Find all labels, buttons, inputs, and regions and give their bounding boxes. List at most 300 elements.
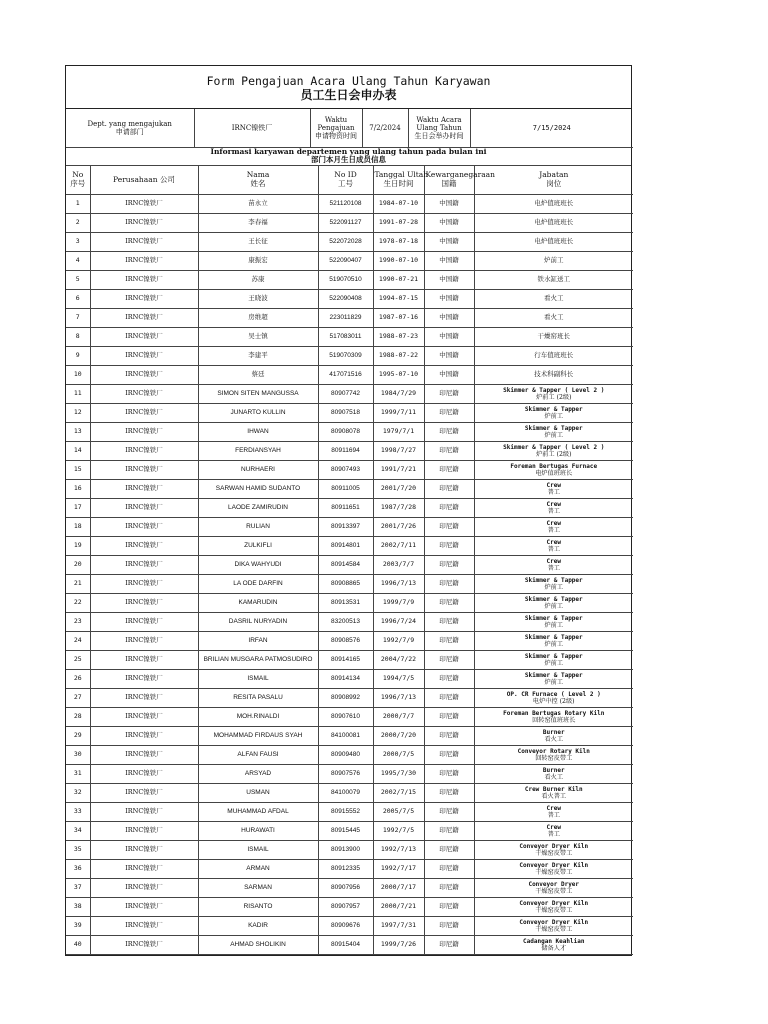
- cell-company: IRNC镍铁厂: [90, 593, 198, 612]
- position-cn: 看火工: [544, 773, 564, 781]
- position-en: Crew: [546, 481, 561, 489]
- cell-nationality: 中国籍: [424, 213, 474, 232]
- employee-table: [66, 166, 633, 955]
- cell-no: 11: [66, 384, 90, 403]
- cell-name: SIMON SITEN MANGUSSA: [198, 384, 318, 403]
- position-cn: 普工: [547, 507, 560, 515]
- cell-birthday: 2000/7/20: [373, 726, 424, 745]
- cell-name: KADIR: [198, 916, 318, 935]
- cell-nationality: 中国籍: [424, 251, 474, 270]
- cell-birthday: 2000/7/17: [373, 878, 424, 897]
- cell-nationality: 印尼籍: [424, 688, 474, 707]
- cell-id: 80911694: [318, 441, 373, 460]
- table-row: [66, 878, 633, 897]
- cell-nationality: 中国籍: [424, 346, 474, 365]
- cell-company: IRNC镍铁厂: [90, 897, 198, 916]
- cell-company: IRNC镍铁厂: [90, 403, 198, 422]
- cell-name: AHMAD SHOLIKIN: [198, 935, 318, 954]
- position-en: Crew: [546, 519, 561, 527]
- cell-no: 35: [66, 840, 90, 859]
- position-cn: 干燥窑皮带工: [535, 925, 573, 933]
- cell-position: [474, 555, 633, 574]
- cell-birthday: 1991/7/21: [373, 460, 424, 479]
- cell-company: IRNC镍铁厂: [90, 213, 198, 232]
- cell-company: IRNC镍铁厂: [90, 555, 198, 574]
- cell-name: 苏康: [198, 270, 318, 289]
- cell-birthday: 1991-07-28: [373, 213, 424, 232]
- position-cn: 回转窑皮带工: [535, 754, 573, 762]
- position-en: Conveyor Dryer Kiln: [519, 918, 589, 926]
- cell-id: 519070309: [318, 346, 373, 365]
- cell-nationality: 印尼籍: [424, 631, 474, 650]
- position-en: Skimmer & Tapper: [524, 652, 583, 660]
- cell-position: [474, 422, 633, 441]
- cell-nationality: 印尼籍: [424, 840, 474, 859]
- table-row: [66, 612, 633, 631]
- cell-position: [474, 365, 633, 384]
- cell-id: 80913531: [318, 593, 373, 612]
- cell-company: IRNC镍铁厂: [90, 289, 198, 308]
- cell-birthday: 1996/7/24: [373, 612, 424, 631]
- cell-name: HURAWATI: [198, 821, 318, 840]
- table-row: [66, 935, 633, 954]
- cell-birthday: 1995/7/30: [373, 764, 424, 783]
- cell-name: IRFAN: [198, 631, 318, 650]
- cell-position: [474, 840, 633, 859]
- cell-position: [474, 441, 633, 460]
- cell-no: 31: [66, 764, 90, 783]
- cell-no: 9: [66, 346, 90, 365]
- position-cn: 炉前工 (2级): [536, 450, 572, 458]
- cell-no: 10: [66, 365, 90, 384]
- cell-position: [474, 935, 633, 954]
- position-cn: 炉前工: [544, 678, 564, 686]
- cell-birthday: 1992/7/5: [373, 821, 424, 840]
- info-banner-table: [66, 148, 631, 167]
- cell-id: 80912335: [318, 859, 373, 878]
- cell-position: [474, 650, 633, 669]
- cell-birthday: 1996/7/13: [373, 574, 424, 593]
- cell-nationality: 印尼籍: [424, 764, 474, 783]
- cell-name: MUHAMMAD AFDAL: [198, 802, 318, 821]
- cell-position: [474, 726, 633, 745]
- cell-id: 223011829: [318, 308, 373, 327]
- col-position: Jabatan 岗位: [474, 166, 633, 194]
- cell-name: 康振宏: [198, 251, 318, 270]
- cell-id: 522090408: [318, 289, 373, 308]
- cell-id: 80907493: [318, 460, 373, 479]
- cell-id: 80913397: [318, 517, 373, 536]
- cell-name: SARWAN HAMID SUDANTO: [198, 479, 318, 498]
- table-row: [66, 441, 633, 460]
- position-cn: 电炉值班班长: [534, 218, 574, 226]
- cell-name: LAODE ZAMIRUDIN: [198, 498, 318, 517]
- cell-no: 29: [66, 726, 90, 745]
- column-header-row: [66, 166, 633, 194]
- cell-id: 80907518: [318, 403, 373, 422]
- table-row: [66, 916, 633, 935]
- position-en: Foreman Bertugas Furnace: [510, 462, 598, 470]
- table-row: [66, 517, 633, 536]
- position-en: Crew: [546, 823, 561, 831]
- table-row: [66, 783, 633, 802]
- cell-no: 25: [66, 650, 90, 669]
- info-banner: Informasi karyawan departemen yang ulang tahun pada bulan ini 部门本月生日成员信息: [66, 148, 631, 166]
- cell-nationality: 印尼籍: [424, 536, 474, 555]
- cell-nationality: 印尼籍: [424, 726, 474, 745]
- position-en: Skimmer & Tapper: [524, 405, 583, 413]
- position-cn: 普工: [547, 488, 560, 496]
- table-row: [66, 270, 633, 289]
- cell-id: 522090407: [318, 251, 373, 270]
- col-birthday: Tanggal Ultah 生日时间: [373, 166, 424, 194]
- position-cn: 普工: [547, 526, 560, 534]
- cell-birthday: 1990-07-21: [373, 270, 424, 289]
- cell-name: RESITA PASALU: [198, 688, 318, 707]
- position-cn: 炉前工: [544, 412, 564, 420]
- cell-nationality: 印尼籍: [424, 859, 474, 878]
- position-cn: 普工: [547, 545, 560, 553]
- cell-company: IRNC镍铁厂: [90, 650, 198, 669]
- cell-no: 2: [66, 213, 90, 232]
- cell-id: 80915552: [318, 802, 373, 821]
- cell-name: 王晓波: [198, 289, 318, 308]
- position-cn: 炉前工 (2级): [536, 393, 572, 401]
- cell-position: [474, 460, 633, 479]
- cell-nationality: 印尼籍: [424, 745, 474, 764]
- cell-company: IRNC镍铁厂: [90, 916, 198, 935]
- cell-no: 40: [66, 935, 90, 954]
- cell-id: 80914584: [318, 555, 373, 574]
- table-row: [66, 574, 633, 593]
- cell-nationality: 中国籍: [424, 308, 474, 327]
- cell-birthday: 1996/7/13: [373, 688, 424, 707]
- cell-name: 房维超: [198, 308, 318, 327]
- cell-birthday: 1984/7/29: [373, 384, 424, 403]
- cell-no: 28: [66, 707, 90, 726]
- cell-birthday: 2000/7/21: [373, 897, 424, 916]
- cell-birthday: 1999/7/11: [373, 403, 424, 422]
- position-cn: 干燥窑皮带工: [535, 906, 573, 914]
- cell-position: [474, 479, 633, 498]
- position-cn: 干燥窑皮带工: [535, 868, 573, 876]
- cell-nationality: 印尼籍: [424, 783, 474, 802]
- table-row: [66, 897, 633, 916]
- cell-nationality: 中国籍: [424, 270, 474, 289]
- cell-position: [474, 346, 633, 365]
- cell-position: [474, 213, 633, 232]
- position-cn: 看火工: [544, 313, 564, 321]
- cell-id: 80914165: [318, 650, 373, 669]
- cell-nationality: 印尼籍: [424, 555, 474, 574]
- cell-birthday: 1988-07-23: [373, 327, 424, 346]
- table-row: [66, 308, 633, 327]
- cell-company: IRNC镍铁厂: [90, 232, 198, 251]
- cell-company: IRNC镍铁厂: [90, 764, 198, 783]
- position-en: Conveyor Dryer Kiln: [519, 899, 589, 907]
- position-en: Skimmer & Tapper: [524, 576, 583, 584]
- cell-nationality: 印尼籍: [424, 897, 474, 916]
- form-title: [66, 66, 631, 109]
- cell-birthday: 1990-07-10: [373, 251, 424, 270]
- table-row: [66, 213, 633, 232]
- cell-nationality: 印尼籍: [424, 802, 474, 821]
- position-en: Skimmer & Tapper ( Level 2 ): [503, 443, 605, 451]
- position-en: Burner: [542, 728, 565, 736]
- cell-nationality: 印尼籍: [424, 707, 474, 726]
- position-en: Foreman Bertugas Rotary Kiln: [503, 709, 605, 717]
- cell-no: 22: [66, 593, 90, 612]
- cell-id: 517083011: [318, 327, 373, 346]
- cell-birthday: 2000/7/7: [373, 707, 424, 726]
- position-en: Conveyor Dryer: [528, 880, 580, 888]
- position-cn: 干燥窑皮带工: [535, 887, 573, 895]
- cell-name: RISANTO: [198, 897, 318, 916]
- position-en: Crew: [546, 500, 561, 508]
- position-cn: 炉前工: [544, 583, 564, 591]
- cell-name: ARSYAD: [198, 764, 318, 783]
- position-en: Crew: [546, 538, 561, 546]
- submit-time-label: Waktu Pengajuan 申请物资时间: [310, 109, 362, 147]
- cell-no: 1: [66, 194, 90, 213]
- cell-name: RULIAN: [198, 517, 318, 536]
- position-cn: 炉前工: [544, 602, 564, 610]
- position-en: Skimmer & Tapper: [524, 424, 583, 432]
- cell-birthday: 1994-07-15: [373, 289, 424, 308]
- cell-position: [474, 897, 633, 916]
- cell-no: 34: [66, 821, 90, 840]
- cell-no: 21: [66, 574, 90, 593]
- position-cn: 行车值班班长: [534, 351, 574, 359]
- cell-company: IRNC镍铁厂: [90, 346, 198, 365]
- cell-company: IRNC镍铁厂: [90, 707, 198, 726]
- table-row: [66, 821, 633, 840]
- cell-id: 80907956: [318, 878, 373, 897]
- table-row: [66, 726, 633, 745]
- cell-birthday: 1992/7/13: [373, 840, 424, 859]
- col-id: No ID 工号: [318, 166, 373, 194]
- cell-position: [474, 764, 633, 783]
- cell-birthday: 1999/7/26: [373, 935, 424, 954]
- cell-position: [474, 536, 633, 555]
- cell-position: [474, 403, 633, 422]
- cell-id: 80911651: [318, 498, 373, 517]
- cell-nationality: 印尼籍: [424, 916, 474, 935]
- col-no: No 序号: [66, 166, 90, 194]
- cell-nationality: 印尼籍: [424, 498, 474, 517]
- cell-name: ISMAIL: [198, 840, 318, 859]
- cell-birthday: 2000/7/5: [373, 745, 424, 764]
- cell-no: 18: [66, 517, 90, 536]
- cell-nationality: 中国籍: [424, 194, 474, 213]
- cell-nationality: 印尼籍: [424, 878, 474, 897]
- cell-birthday: 1984-07-10: [373, 194, 424, 213]
- table-row: [66, 555, 633, 574]
- cell-birthday: 2003/7/7: [373, 555, 424, 574]
- table-row: [66, 536, 633, 555]
- cell-no: 6: [66, 289, 90, 308]
- position-cn: 回转窑值班班长: [532, 716, 576, 724]
- position-cn: 普工: [547, 564, 560, 572]
- position-en: Conveyor Dryer Kiln: [519, 842, 589, 850]
- table-row: [66, 479, 633, 498]
- cell-no: 33: [66, 802, 90, 821]
- cell-birthday: 1994/7/5: [373, 669, 424, 688]
- position-en: Skimmer & Tapper: [524, 614, 583, 622]
- cell-no: 20: [66, 555, 90, 574]
- cell-id: 519070510: [318, 270, 373, 289]
- cell-no: 19: [66, 536, 90, 555]
- cell-id: 80908576: [318, 631, 373, 650]
- cell-birthday: 2002/7/11: [373, 536, 424, 555]
- cell-no: 38: [66, 897, 90, 916]
- birthday-form-sheet: [65, 65, 632, 956]
- cell-name: DASRIL NURYADIN: [198, 612, 318, 631]
- cell-id: 417071516: [318, 365, 373, 384]
- table-row: [66, 669, 633, 688]
- event-time-label: Waktu Acara Ulang Tahun 生日会举办时间: [408, 109, 470, 147]
- position-en: Skimmer & Tapper: [524, 595, 583, 603]
- position-cn: 普工: [547, 811, 560, 819]
- cell-id: 80908078: [318, 422, 373, 441]
- cell-birthday: 2001/7/26: [373, 517, 424, 536]
- cell-company: IRNC镍铁厂: [90, 574, 198, 593]
- cell-company: IRNC镍铁厂: [90, 517, 198, 536]
- cell-id: 80907742: [318, 384, 373, 403]
- position-cn: 看火工: [544, 294, 564, 302]
- cell-no: 8: [66, 327, 90, 346]
- cell-birthday: 1987-07-16: [373, 308, 424, 327]
- position-en: Crew: [546, 804, 561, 812]
- position-cn: 看火工: [544, 735, 564, 743]
- cell-name: JUNARTO KULLIN: [198, 403, 318, 422]
- cell-id: 80914801: [318, 536, 373, 555]
- event-time-value: 7/15/2024: [470, 109, 633, 147]
- cell-position: [474, 745, 633, 764]
- cell-nationality: 中国籍: [424, 327, 474, 346]
- cell-position: [474, 289, 633, 308]
- position-en: Crew: [546, 557, 561, 565]
- cell-position: [474, 498, 633, 517]
- cell-name: ISMAIL: [198, 669, 318, 688]
- cell-position: [474, 612, 633, 631]
- cell-name: MOH.RINALDI: [198, 707, 318, 726]
- col-name: Nama 姓名: [198, 166, 318, 194]
- table-row: [66, 859, 633, 878]
- cell-name: SARMAN: [198, 878, 318, 897]
- cell-birthday: 1995-07-10: [373, 365, 424, 384]
- position-cn: 储备人才: [541, 944, 567, 952]
- cell-company: IRNC镍铁厂: [90, 308, 198, 327]
- cell-position: [474, 783, 633, 802]
- table-row: [66, 802, 633, 821]
- cell-no: 23: [66, 612, 90, 631]
- cell-name: NURHAERI: [198, 460, 318, 479]
- col-company: Perusahaan 公司: [90, 166, 198, 194]
- cell-company: IRNC镍铁厂: [90, 631, 198, 650]
- table-row: [66, 346, 633, 365]
- cell-company: IRNC镍铁厂: [90, 365, 198, 384]
- cell-company: IRNC镍铁厂: [90, 745, 198, 764]
- cell-company: IRNC镍铁厂: [90, 726, 198, 745]
- cell-birthday: 2005/7/5: [373, 802, 424, 821]
- table-row: [66, 232, 633, 251]
- cell-position: [474, 232, 633, 251]
- table-row: [66, 460, 633, 479]
- cell-position: [474, 916, 633, 935]
- position-cn: 炉前工: [544, 640, 564, 648]
- cell-name: KAMARUDIN: [198, 593, 318, 612]
- cell-name: 苗永立: [198, 194, 318, 213]
- cell-birthday: 1988-07-22: [373, 346, 424, 365]
- cell-company: IRNC镍铁厂: [90, 270, 198, 289]
- cell-company: IRNC镍铁厂: [90, 460, 198, 479]
- position-en: Crew Burner Kiln: [524, 785, 583, 793]
- table-row: [66, 365, 633, 384]
- table-row: [66, 840, 633, 859]
- position-cn: 炉前工: [544, 621, 564, 629]
- position-cn: 干燥窑皮带工: [535, 849, 573, 857]
- table-row: [66, 384, 633, 403]
- cell-nationality: 中国籍: [424, 232, 474, 251]
- cell-no: 15: [66, 460, 90, 479]
- table-row: [66, 251, 633, 270]
- cell-nationality: 印尼籍: [424, 422, 474, 441]
- cell-id: 83200513: [318, 612, 373, 631]
- cell-position: [474, 707, 633, 726]
- cell-id: 84100081: [318, 726, 373, 745]
- cell-id: 80909676: [318, 916, 373, 935]
- position-cn: 电炉值班班长: [534, 199, 574, 207]
- cell-no: 14: [66, 441, 90, 460]
- position-cn: 电炉值班班长: [534, 237, 574, 245]
- cell-no: 13: [66, 422, 90, 441]
- table-row: [66, 631, 633, 650]
- cell-no: 12: [66, 403, 90, 422]
- cell-position: [474, 821, 633, 840]
- cell-nationality: 印尼籍: [424, 593, 474, 612]
- table-row: [66, 764, 633, 783]
- cell-name: ARMAN: [198, 859, 318, 878]
- cell-company: IRNC镍铁厂: [90, 384, 198, 403]
- cell-company: IRNC镍铁厂: [90, 859, 198, 878]
- cell-position: [474, 384, 633, 403]
- cell-company: IRNC镍铁厂: [90, 935, 198, 954]
- cell-birthday: 1992/7/17: [373, 859, 424, 878]
- dept-label: Dept. yang mengajukan 申请部门: [66, 109, 194, 147]
- cell-id: 80911005: [318, 479, 373, 498]
- cell-id: 80908992: [318, 688, 373, 707]
- cell-no: 26: [66, 669, 90, 688]
- table-row: [66, 498, 633, 517]
- position-cn: 炉前工: [544, 431, 564, 439]
- table-row: [66, 327, 633, 346]
- form-title-indonesian: Form Pengajuan Acara Ulang Tahun Karyawan: [206, 74, 491, 88]
- cell-nationality: 印尼籍: [424, 384, 474, 403]
- cell-company: IRNC镍铁厂: [90, 688, 198, 707]
- cell-position: [474, 688, 633, 707]
- cell-no: 27: [66, 688, 90, 707]
- cell-id: 522091127: [318, 213, 373, 232]
- cell-position: [474, 327, 633, 346]
- cell-name: MOHAMMAD FIRDAUS SYAH: [198, 726, 318, 745]
- cell-company: IRNC镍铁厂: [90, 479, 198, 498]
- table-row: [66, 422, 633, 441]
- position-cn: 干燥窑班长: [537, 332, 570, 340]
- cell-id: 80907957: [318, 897, 373, 916]
- cell-no: 4: [66, 251, 90, 270]
- position-cn: 炉前工: [544, 256, 564, 264]
